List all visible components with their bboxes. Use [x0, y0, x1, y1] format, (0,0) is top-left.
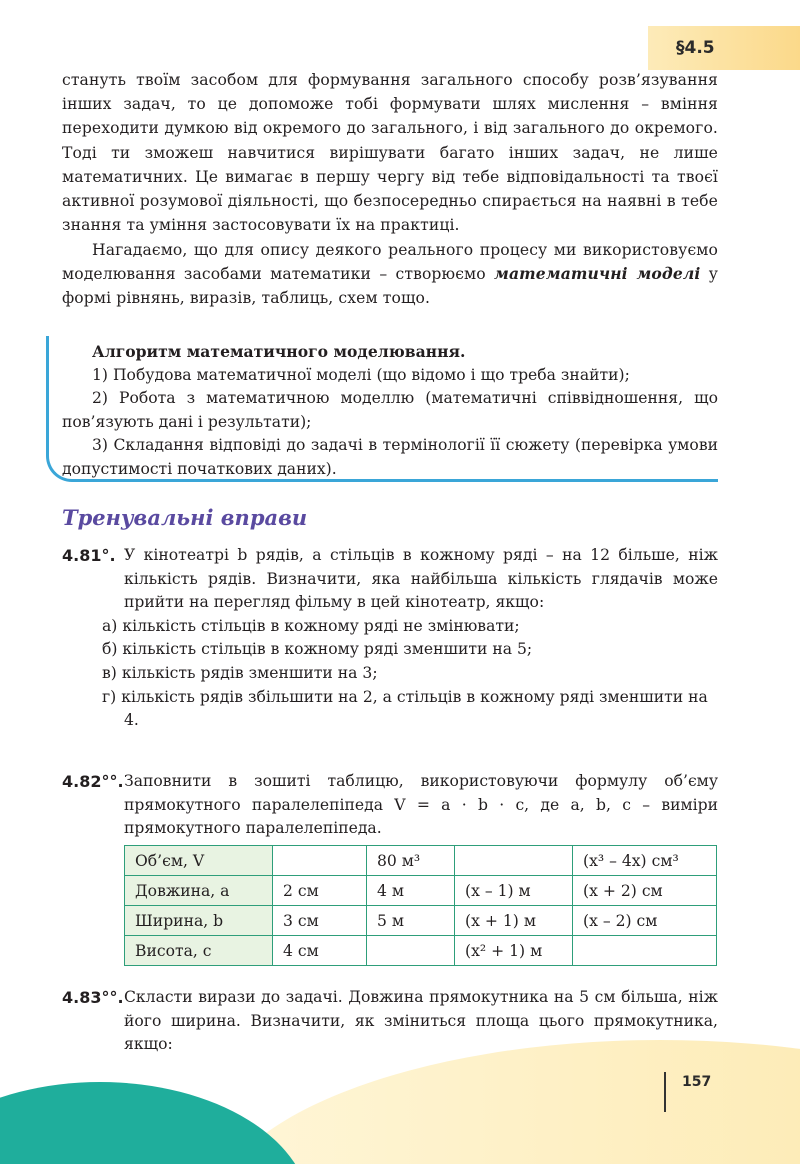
math-models-term: математичні моделі	[494, 264, 701, 284]
intro-p2-end: у формі рівнянь, виразів, таблиць, схем тощо.	[62, 265, 718, 308]
table-cell: 3 см	[273, 906, 367, 936]
algorithm-box	[62, 340, 718, 482]
table-cell: (x³ – 4x) см³	[573, 846, 717, 876]
table-cell: Ширина, b	[125, 906, 273, 936]
exercise-4-83	[62, 986, 718, 1057]
exercise-4-82	[62, 770, 718, 841]
exercise-number: 4.83°°.	[62, 988, 124, 1007]
decorative-yellow-shape	[210, 1040, 800, 1164]
intro-p2-start: Нагадаємо, що для опису деякого реального процесу ми використовуємо моделювання засобами математики – створюємо	[62, 241, 718, 284]
exercise-text: Заповнити в зошиті таблицю, використовуючи формулу об’єму прямокутного паралелепіпеда V = a · b · c, де a, b, c – виміри прямокутного паралелепіпеда.	[124, 772, 718, 838]
exercise-text: У кінотеатрі b рядів, а стільців в кожному ряді – на 12 більше, ніж кількість рядів. Визначити, яка найбільша кількість глядачів може прийти на перегляд фільму в цей кінотеатр, якщо:	[124, 546, 718, 612]
exercises-heading: Тренувальні вправи	[62, 505, 308, 530]
algorithm-step-2: 2) Робота з математичною моделлю (математичні співвідношення, що пов’язують дані і результати);	[62, 389, 718, 431]
table-cell: Об’єм, V	[125, 846, 273, 876]
algorithm-step-3: 3) Складання відповіді до задачі в термінології її сюжету (перевірка умови допустимості початкових даних).	[62, 436, 718, 478]
exercise-number: 4.81°.	[62, 546, 116, 565]
table-cell: (x – 2) см	[573, 906, 717, 936]
table-row	[125, 936, 717, 966]
exercise-option-b: б) кількість стільців в кожному ряді зменшити на 5;	[102, 640, 533, 659]
table-row	[125, 876, 717, 906]
volume-table	[124, 845, 717, 966]
table-cell: 5 м	[367, 906, 455, 936]
intro-paragraph-1: стануть твоїм засобом для формування загального способу розв’язування інших задач, то це допоможе тобі формувати шлях мислення – вміння переходити думкою від окремого до загального, і від загального до окремого. Тоді ти зможеш навчитися вирішувати багато інших задач, не лише математичних. Це вимагає в першу чергу від тебе відповідальності та твоєї активної розумової діяльності, що безпосередньо спирається на наявні в тебе знання та уміння застосовувати їх на практиці.	[62, 71, 718, 235]
table-cell: (x² + 1) м	[455, 936, 573, 966]
exercise-number: 4.82°°.	[62, 772, 124, 791]
table-cell: 4 см	[273, 936, 367, 966]
exercise-option-d: г) кількість рядів збільшити на 2, а стільців в кожному ряді зменшити на 4.	[102, 687, 708, 730]
table-row	[125, 906, 717, 936]
decorative-green-shape	[0, 1082, 310, 1164]
table-cell	[455, 846, 573, 876]
section-tab	[648, 26, 800, 70]
section-number: §4.5	[676, 38, 715, 58]
table-row	[125, 846, 717, 876]
intro-paragraph-2	[62, 238, 718, 311]
exercise-text: Скласти вирази до задачі. Довжина прямокутника на 5 см більша, ніж його ширина. Визначити, як зміниться площа цього прямокутника, якщо:	[124, 988, 718, 1054]
table-cell	[573, 936, 717, 966]
algorithm-title: Алгоритм математичного моделювання.	[92, 342, 466, 361]
table-cell: Висота, c	[125, 936, 273, 966]
table-cell: (x – 1) м	[455, 876, 573, 906]
table-cell: 80 м³	[367, 846, 455, 876]
table-cell: (x + 1) м	[455, 906, 573, 936]
exercise-option-c: в) кількість рядів зменшити на 3;	[102, 663, 378, 682]
algorithm-step-1: 1) Побудова математичної моделі (що відомо і що треба знайти);	[92, 365, 630, 384]
exercise-4-81	[62, 544, 718, 733]
exercise-option-a: а) кількість стільців в кожному ряді не змінювати;	[102, 616, 520, 635]
page-number: 157	[682, 1074, 712, 1090]
table-cell	[273, 846, 367, 876]
table-cell: 2 см	[273, 876, 367, 906]
page-number-divider	[664, 1072, 666, 1112]
table-cell: (x + 2) см	[573, 876, 717, 906]
table-cell: 4 м	[367, 876, 455, 906]
table-cell	[367, 936, 455, 966]
table-cell: Довжина, a	[125, 876, 273, 906]
